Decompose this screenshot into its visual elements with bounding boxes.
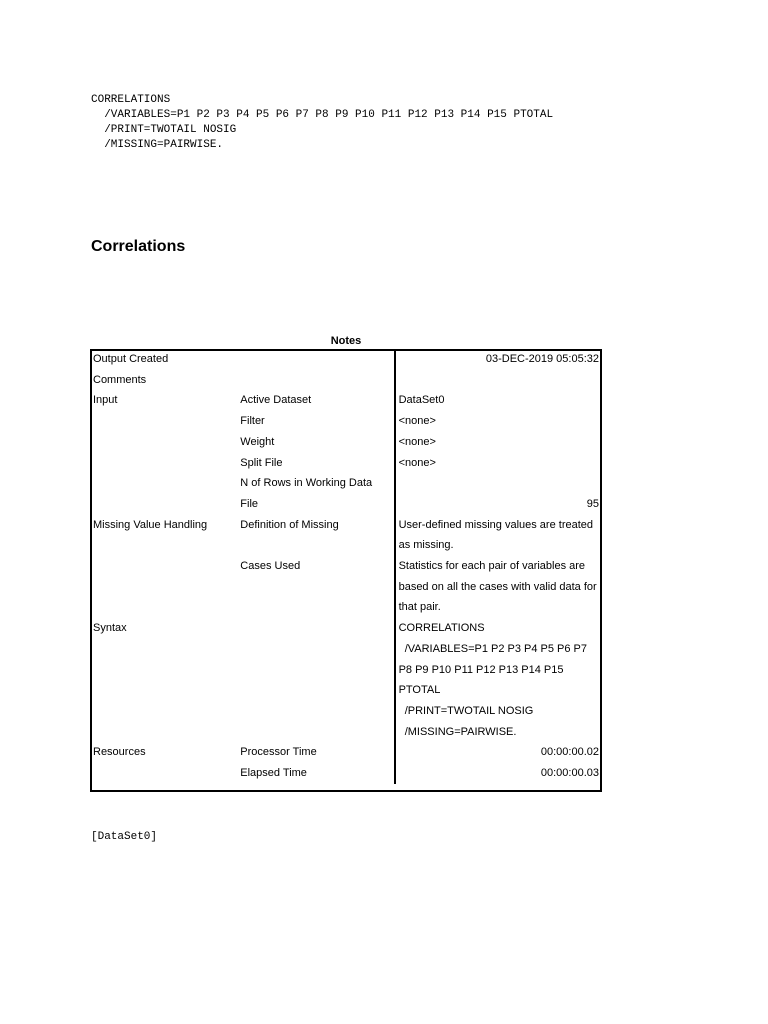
syntax-cell [395, 618, 602, 742]
table-row [90, 473, 602, 514]
row-label [90, 432, 237, 453]
table-row [90, 618, 602, 742]
row-value: 03-DEC-2019 05:05:32 [485, 353, 599, 365]
row-value: DataSet0 [398, 394, 445, 407]
row-label [90, 411, 237, 432]
table-row [90, 763, 602, 784]
row-label [90, 453, 237, 474]
table-row [90, 390, 602, 411]
row-value: 95 [586, 497, 599, 510]
row-label: Syntax [93, 622, 127, 635]
row-sublabel [237, 618, 394, 742]
syntax-line: /PRINT=TWOTAIL NOSIG [91, 124, 237, 136]
syntax-cell-line: P8 P9 P10 P11 P12 P13 P14 P15 [398, 663, 564, 676]
syntax-cell-line: CORRELATIONS [398, 622, 485, 635]
row-sublabel: Definition of Missing [237, 515, 394, 556]
row-value [395, 370, 602, 391]
row-sublabel: Weight [237, 432, 394, 453]
row-sublabel: Active Dataset [237, 390, 394, 411]
row-label [90, 556, 237, 618]
row-value: <none> [398, 415, 436, 428]
section-heading: Correlations [91, 238, 186, 255]
row-label: Missing Value Handling [93, 518, 208, 531]
row-sublabel [237, 370, 394, 391]
row-value: Statistics for each pair of variables are based on all the cases with valid data for that pair. [398, 560, 597, 614]
table-row [90, 411, 602, 432]
table-row [90, 556, 602, 618]
row-sublabel: Processor Time [237, 742, 394, 763]
row-label: Resources [93, 746, 146, 759]
row-sublabel [237, 349, 394, 370]
syntax-line: /MISSING=PAIRWISE. [91, 139, 224, 151]
row-value: 00:00:00.03 [540, 767, 599, 780]
syntax-cell-line: /MISSING=PAIRWISE. [398, 725, 517, 738]
dataset-label: [DataSet0] [91, 831, 158, 843]
row-value: 00:00:00.02 [540, 746, 599, 759]
row-value: User-defined missing values are treated as missing. [398, 518, 594, 552]
syntax-line: /VARIABLES=P1 P2 P3 P4 P5 P6 P7 P8 P9 P10 P11 P12 P13 P14 P15 PTOTAL [91, 109, 554, 121]
table-row [90, 432, 602, 453]
row-sublabel: Filter [237, 411, 394, 432]
table-row [90, 742, 602, 763]
row-value: <none> [398, 435, 436, 448]
syntax-cell-line: PTOTAL [398, 684, 441, 697]
row-value: <none> [398, 456, 436, 469]
table-row [90, 515, 602, 556]
notes-table [90, 349, 602, 784]
row-sublabel: Elapsed Time [237, 763, 394, 784]
row-label: Comments [93, 373, 147, 386]
syntax-cell-line: /VARIABLES=P1 P2 P3 P4 P5 P6 P7 [398, 642, 588, 655]
syntax-line: CORRELATIONS [91, 94, 171, 106]
row-sublabel: N of Rows in Working Data File [237, 473, 394, 514]
table-row [90, 370, 602, 391]
row-sublabel: Split File [237, 453, 394, 474]
syntax-cell-line: /PRINT=TWOTAIL NOSIG [398, 704, 534, 717]
syntax-block [91, 93, 553, 153]
row-label: Input [93, 394, 118, 407]
row-label [90, 763, 237, 784]
table-row [90, 349, 602, 370]
notes-title: Notes [330, 335, 362, 347]
row-label: Output Created [93, 353, 169, 365]
row-sublabel: Cases Used [237, 556, 394, 618]
row-label [90, 473, 237, 514]
table-row [90, 453, 602, 474]
